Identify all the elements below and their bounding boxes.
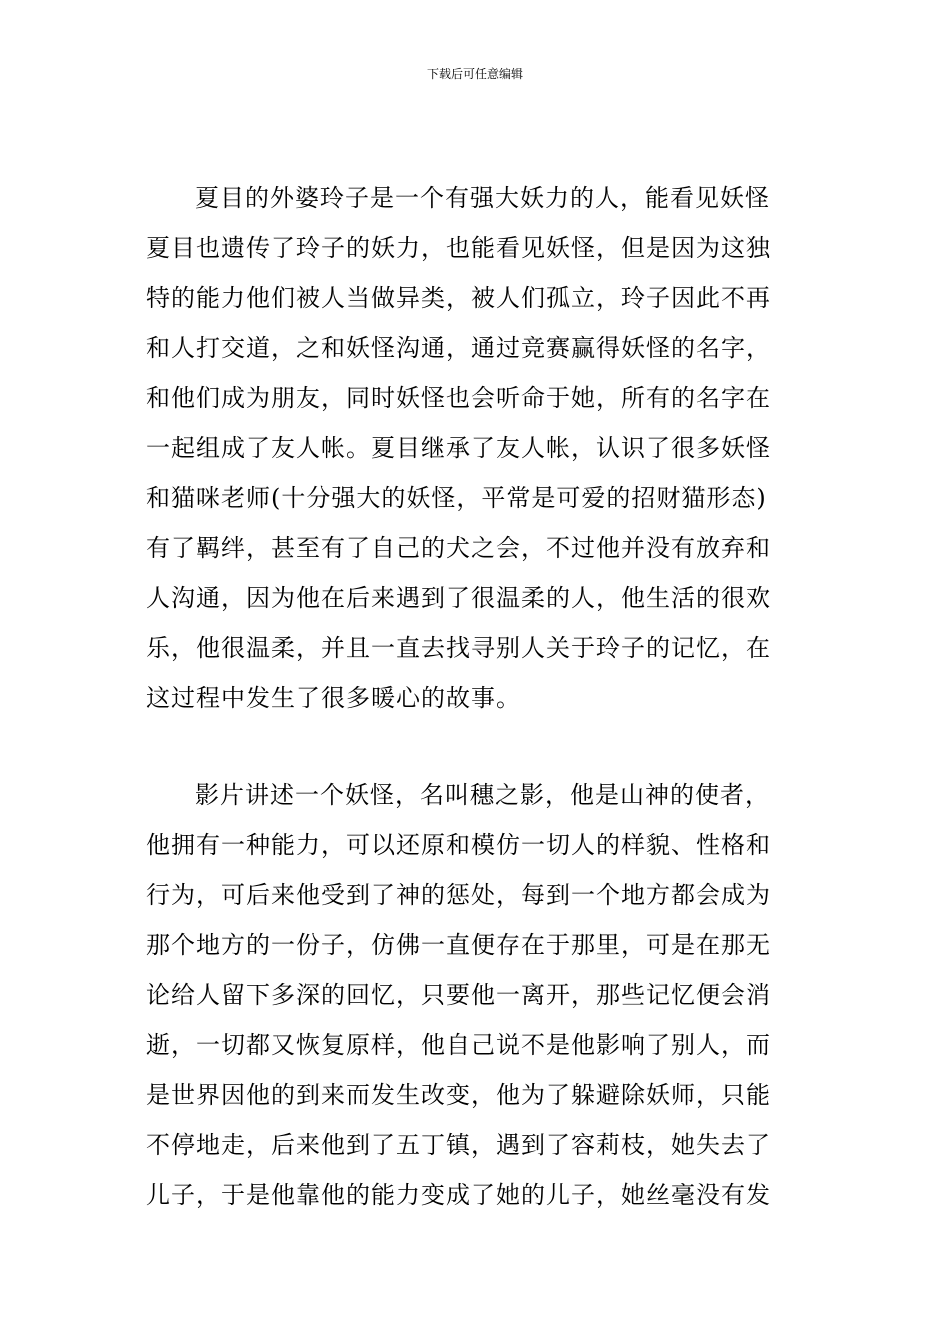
text-line: 那个地方的一份子，仿佛一直便存在于那里，可是在那无: [146, 931, 771, 959]
text-line: 和人打交道，之和妖怪沟通，通过竞赛赢得妖怪的名字，: [146, 334, 771, 362]
text-line: 他拥有一种能力，可以还原和模仿一切人的样貌、性格和: [146, 831, 771, 859]
paragraph-film-plot: [146, 770, 811, 1220]
text-line: 夏目也遗传了玲子的妖力，也能看见妖怪，但是因为这独: [146, 234, 771, 262]
text-line: 论给人留下多深的回忆，只要他一离开，那些记忆便会消: [146, 981, 771, 1009]
text-line: 逝，一切都又恢复原样，他自己说不是他影响了别人，而: [146, 1031, 771, 1059]
text-line: 特的能力他们被人当做异类，被人们孤立，玲子因此不再: [146, 284, 771, 312]
text-line: 夏目的外婆玲子是一个有强大妖力的人，能看见妖怪: [195, 184, 770, 212]
text-line: 和猫咪老师(十分强大的妖怪，平常是可爱的招财猫形态): [146, 484, 767, 512]
text-line: 行为，可后来他受到了神的惩处，每到一个地方都会成为: [146, 881, 771, 909]
text-line: 影片讲述一个妖怪，名叫穗之影，他是山神的使者，: [195, 781, 770, 809]
text-line: 乐，他很温柔，并且一直去找寻别人关于玲子的记忆，在: [146, 634, 771, 662]
paragraph-natsume-background: [146, 173, 811, 723]
text-line: 是世界因他的到来而发生改变，他为了躲避除妖师，只能: [146, 1081, 771, 1109]
text-line: 不停地走，后来他到了五丁镇，遇到了容莉枝，她失去了: [146, 1131, 771, 1159]
text-line: 这过程中发生了很多暖心的故事。: [146, 684, 521, 712]
text-line: 儿子，于是他靠他的能力变成了她的儿子，她丝毫没有发: [146, 1181, 771, 1209]
text-line: 有了羁绊，甚至有了自己的犬之会，不过他并没有放弃和: [146, 534, 771, 562]
page-header: 下载后可任意编辑: [426, 67, 523, 81]
text-line: 一起组成了友人帐。夏目继承了友人帐，认识了很多妖怪: [146, 434, 771, 462]
text-line: 人沟通，因为他在后来遇到了很温柔的人，他生活的很欢: [146, 584, 771, 612]
text-line: 和他们成为朋友，同时妖怪也会听命于她，所有的名字在: [146, 384, 771, 412]
